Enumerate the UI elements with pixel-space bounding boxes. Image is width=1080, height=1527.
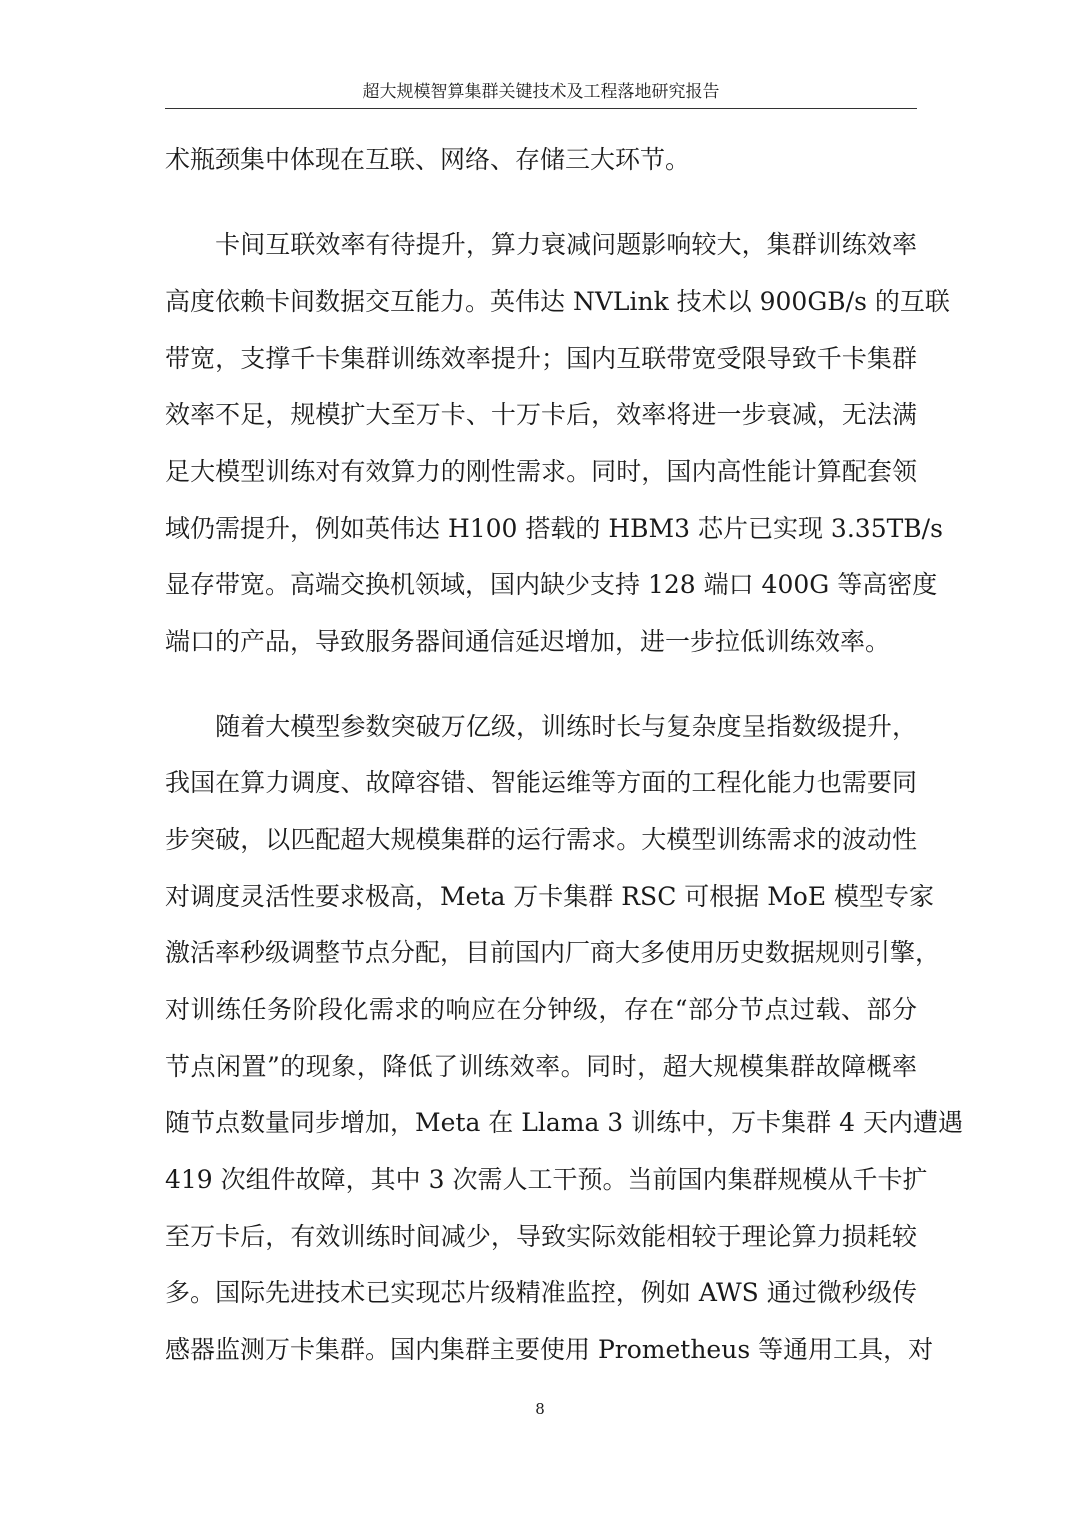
text-line: 节点闲置”的现象，降低了训练效率。同时，超大规模集群故障概率 xyxy=(165,1052,917,1081)
text-line: 足大模型训练对有效算力的刚性需求。同时，国内高性能计算配套领 xyxy=(165,457,917,486)
text-line: 至万卡后，有效训练时间减少，导致实际效能相较于理论算力损耗较 xyxy=(165,1222,917,1251)
text-line: 显存带宽。高端交换机领域，国内缺少支持 128 端口 400G 等高密度 xyxy=(165,570,938,599)
text-line: 对调度灵活性要求极高，Meta 万卡集群 RSC 可根据 MoE 模型专家 xyxy=(165,882,935,911)
text-line: 随节点数量同步增加，Meta 在 Llama 3 训练中，万卡集群 4 天内遭遇 xyxy=(165,1108,963,1137)
text-line: 域仍需提升，例如英伟达 H100 搭载的 HBM3 芯片已实现 3.35TB/s xyxy=(165,514,943,543)
text-line: 高度依赖卡间数据交互能力。英伟达 NVLink 技术以 900GB/s 的互联 xyxy=(165,287,950,316)
text-line: 我国在算力调度、故障容错、智能运维等方面的工程化能力也需要同 xyxy=(165,768,917,797)
text-line: 419 次组件故障，其中 3 次需人工干预。当前国内集群规模从千卡扩 xyxy=(165,1165,928,1194)
text-line: 带宽，支撑千卡集群训练效率提升；国内互联带宽受限导致千卡集群 xyxy=(165,344,917,373)
header-divider xyxy=(165,108,917,109)
text-line: 效率不足，规模扩大至万卡、十万卡后，效率将进一步衰减，无法满 xyxy=(165,400,917,429)
text-line: 术瓶颈集中体现在互联、网络、存储三大环节。 xyxy=(165,145,691,174)
text-line: 端口的产品，导致服务器间通信延迟增加，进一步拉低训练效率。 xyxy=(165,627,891,656)
text-line: 感器监测万卡集群。国内集群主要使用 Prometheus 等通用工具，对 xyxy=(165,1335,934,1364)
text-line: 随着大模型参数突破万亿级，训练时长与复杂度呈指数级提升， xyxy=(165,712,917,741)
page-number: 8 xyxy=(535,1400,545,1418)
text-line: 步突破，以匹配超大规模集群的运行需求。大模型训练需求的波动性 xyxy=(165,825,917,854)
text-line: 对训练任务阶段化需求的响应在分钟级，存在“部分节点过载、部分 xyxy=(165,995,917,1024)
text-line: 激活率秒级调整节点分配，目前国内厂商大多使用历史数据规则引擎， xyxy=(165,938,941,967)
running-header-title: 超大规模智算集群关键技术及工程落地研究报告 xyxy=(362,82,720,102)
text-line: 多。国际先进技术已实现芯片级精准监控，例如 AWS 通过微秒级传 xyxy=(165,1278,917,1307)
text-line: 卡间互联效率有待提升，算力衰减问题影响较大，集群训练效率 xyxy=(165,230,917,259)
